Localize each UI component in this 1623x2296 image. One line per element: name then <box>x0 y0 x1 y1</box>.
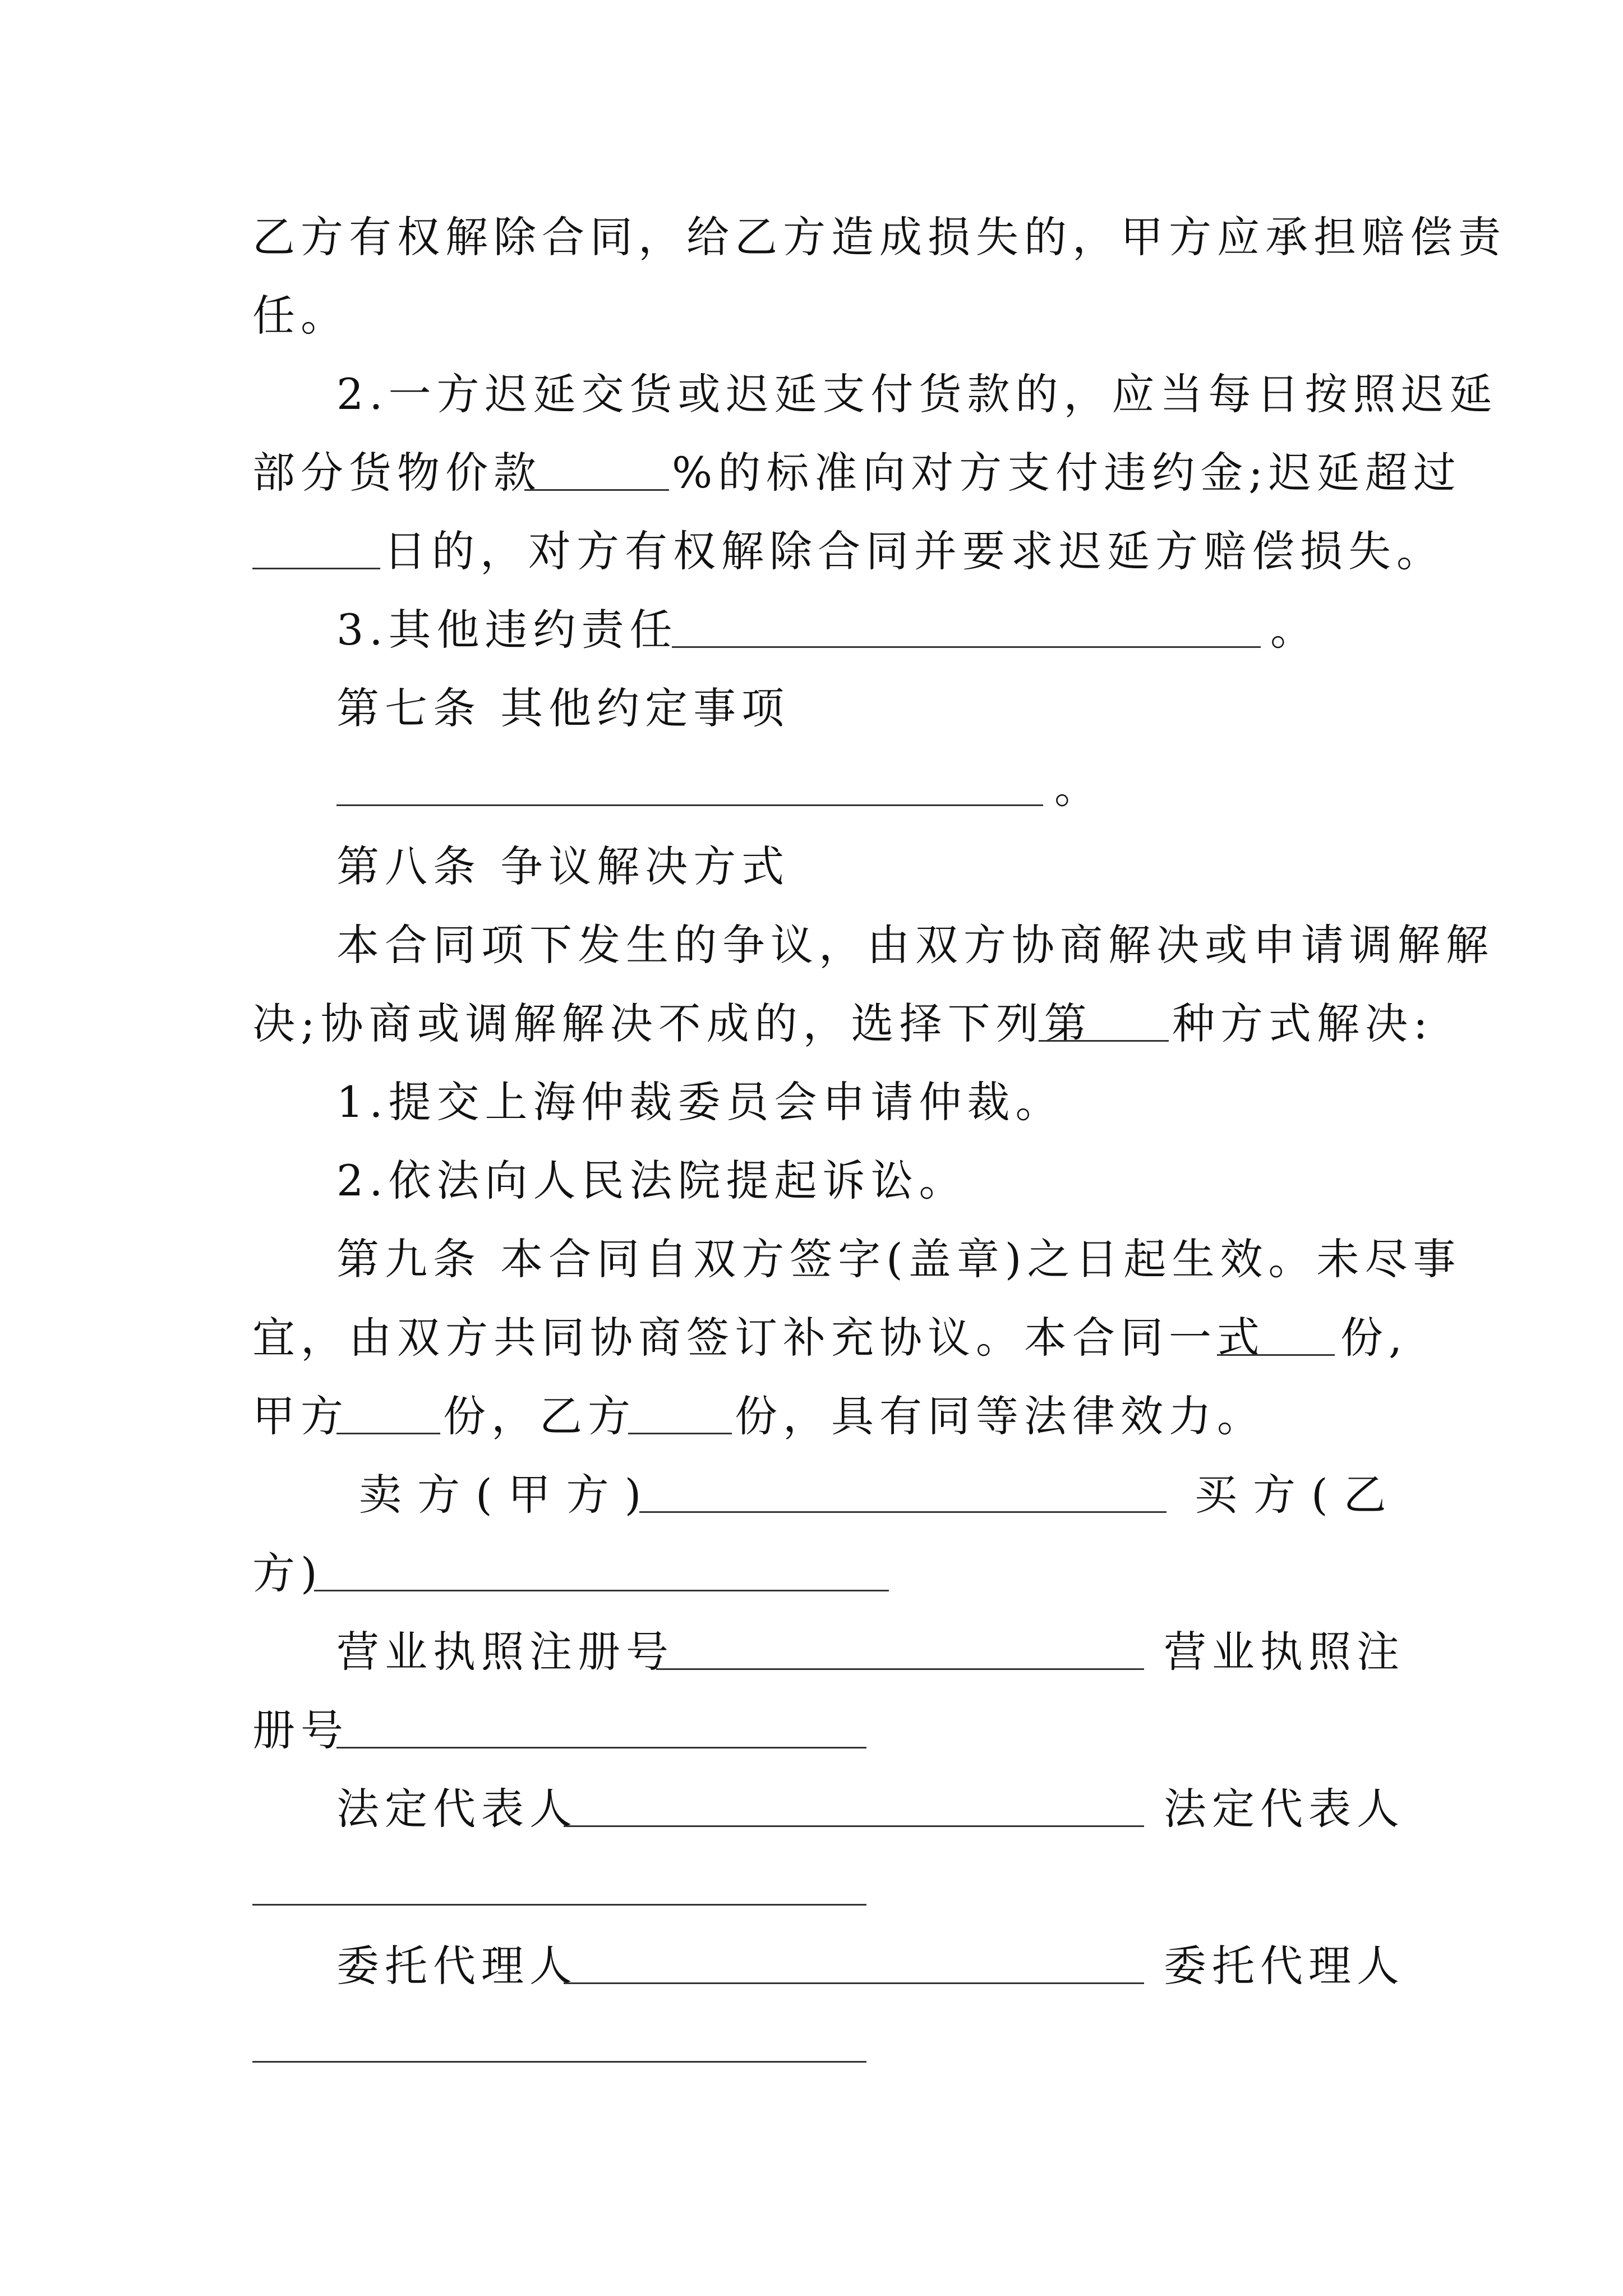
section-heading: 第八条 争议解决方式 <box>336 841 790 891</box>
fill-blank[interactable] <box>336 1747 866 1749</box>
signature-label: 方) <box>252 1548 323 1598</box>
signature-label: 委托代理人 <box>1164 1941 1405 1991</box>
text-line: 宜，由双方共同协商签订补充协议。本合同一式 <box>252 1313 1265 1363</box>
signature-label: 卖方(甲方) <box>359 1470 657 1520</box>
fill-blank[interactable] <box>628 1433 732 1434</box>
fill-blank[interactable] <box>656 1668 1144 1670</box>
text-line: 份，具有同等法律效力。 <box>735 1391 1265 1441</box>
section-heading: 第七条 其他约定事项 <box>336 683 790 733</box>
text-line: 本合同项下发生的争议，由双方协商解决或申请调解解 <box>336 920 1494 970</box>
text-line: 决;协商或调解解决不成的，选择下列第 <box>252 999 1092 1048</box>
fill-blank[interactable] <box>524 489 669 491</box>
signature-label: 买方(乙 <box>1195 1470 1402 1520</box>
signature-label: 法定代表人 <box>1164 1784 1405 1834</box>
signature-label: 册号 <box>252 1705 349 1755</box>
signature-label: 营业执照注册号 <box>336 1627 674 1677</box>
text-line: 2.依法向人民法院提起诉讼。 <box>336 1156 967 1205</box>
fill-blank[interactable] <box>252 2061 866 2063</box>
text-line: 1.提交上海仲裁委员会申请仲裁。 <box>336 1077 1064 1127</box>
fill-blank[interactable] <box>252 568 380 569</box>
text-line: 任。 <box>252 291 349 341</box>
fill-blank[interactable] <box>639 1511 1166 1513</box>
fill-blank[interactable] <box>1217 1354 1335 1356</box>
text-line: 日的，对方有权解除合同并要求迟延方赔偿损失。 <box>384 526 1445 576</box>
signature-label: 法定代表人 <box>336 1784 578 1834</box>
text-line: 。 <box>1054 763 1103 813</box>
text-line: 部分货物价款 <box>252 448 542 498</box>
text-line: %的标准向对方支付违约金;迟延超过 <box>672 448 1461 498</box>
fill-blank[interactable] <box>564 1982 1144 1984</box>
fill-blank[interactable] <box>564 1825 1144 1827</box>
text-line: 2.一方迟延交货或迟延支付货款的，应当每日按照迟延 <box>336 369 1498 419</box>
fill-blank[interactable] <box>672 646 1261 648</box>
text-line: 3.其他违约责任 <box>336 605 678 655</box>
fill-blank[interactable] <box>252 1904 866 1906</box>
fill-blank[interactable] <box>314 1590 889 1591</box>
fill-blank[interactable] <box>1039 1040 1169 1042</box>
signature-label: 委托代理人 <box>336 1941 578 1991</box>
text-line: 份，乙方 <box>443 1391 636 1441</box>
text-line: 第九条 本合同自双方签字(盖章)之日起生效。未尽事 <box>336 1234 1461 1284</box>
fill-blank[interactable] <box>336 1433 440 1434</box>
fill-blank[interactable] <box>336 804 1043 806</box>
text-line: 份, <box>1340 1313 1408 1363</box>
text-line: 甲方 <box>252 1391 349 1441</box>
text-line: 乙方有权解除合同，给乙方造成损失的，甲方应承担赔偿责 <box>252 212 1506 262</box>
text-line: 种方式解决: <box>1172 999 1433 1048</box>
text-line: 。 <box>1270 605 1318 655</box>
signature-label: 营业执照注 <box>1164 1627 1405 1677</box>
